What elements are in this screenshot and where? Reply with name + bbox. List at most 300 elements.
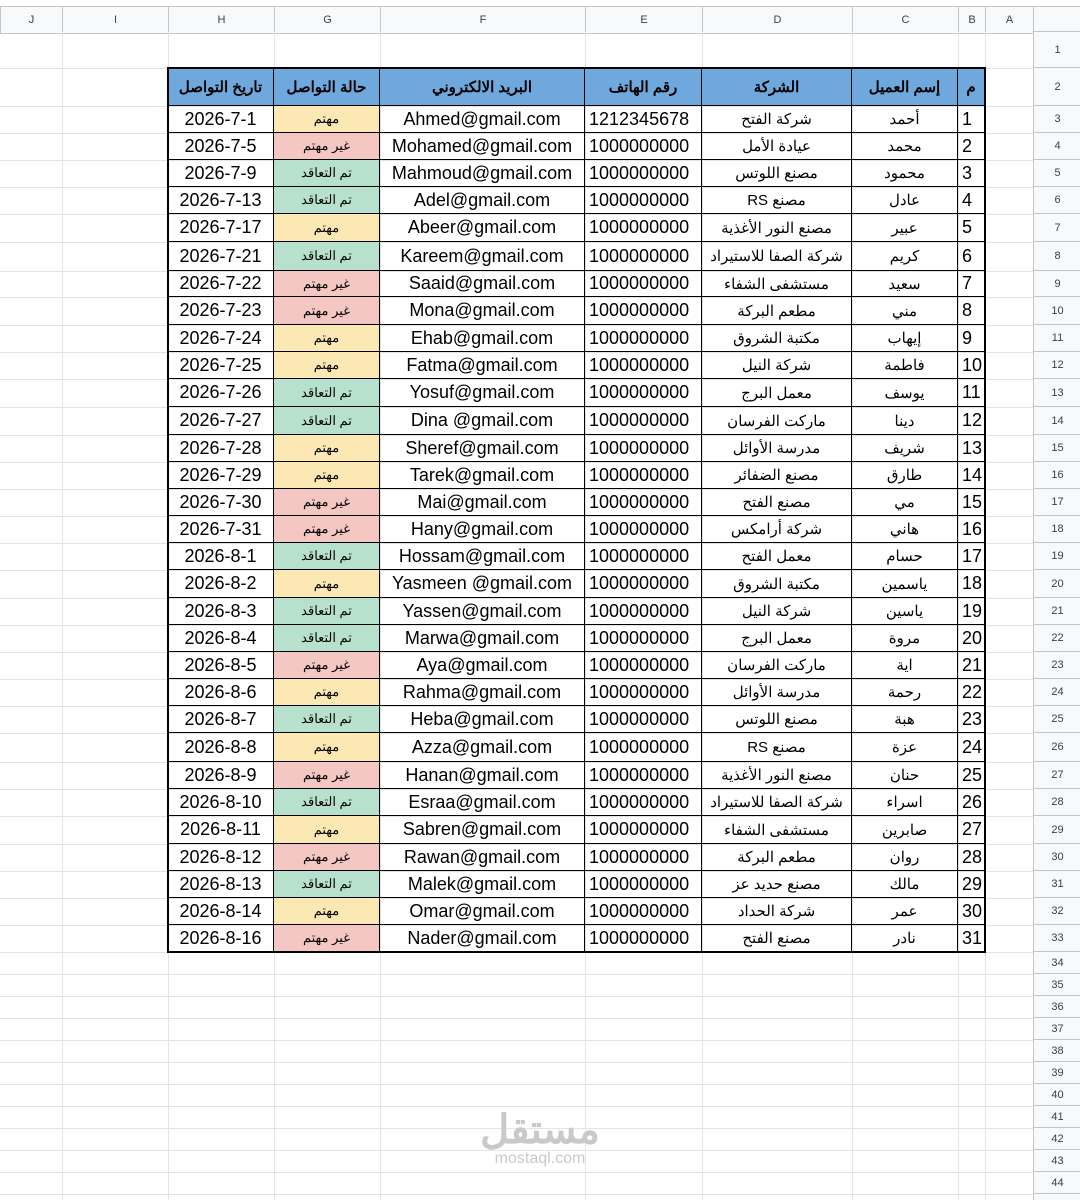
- index-cell[interactable]: [958, 706, 985, 733]
- column-header-a[interactable]: A: [985, 7, 1033, 33]
- client-name-cell[interactable]: [852, 407, 958, 435]
- company-cell[interactable]: [702, 106, 852, 133]
- phone-cell[interactable]: [585, 160, 702, 187]
- row-header[interactable]: 5: [1034, 160, 1080, 187]
- contact-date-cell[interactable]: [168, 844, 274, 871]
- index-cell[interactable]: [958, 187, 985, 214]
- header-contact-status[interactable]: [274, 68, 380, 106]
- email-cell[interactable]: [380, 625, 585, 652]
- index-cell-text: 28: [962, 846, 983, 867]
- contact-status-cell[interactable]: [274, 489, 380, 516]
- contact-date-cell[interactable]: [168, 297, 274, 325]
- phone-cell[interactable]: [585, 898, 702, 925]
- client-name-cell[interactable]: [852, 187, 958, 214]
- email-cell[interactable]: [380, 543, 585, 570]
- client-name-cell[interactable]: [852, 543, 958, 570]
- contact-status-cell[interactable]: [274, 407, 380, 435]
- index-cell[interactable]: [958, 871, 985, 898]
- row-header[interactable]: 39: [1034, 1062, 1080, 1084]
- contact-status-cell[interactable]: [274, 187, 380, 214]
- header-phone[interactable]: [585, 68, 702, 106]
- row-header[interactable]: 22: [1034, 625, 1080, 652]
- client-name-cell[interactable]: [852, 352, 958, 379]
- row-header[interactable]: 33: [1034, 925, 1080, 952]
- client-name-cell[interactable]: [852, 271, 958, 297]
- phone-cell[interactable]: [585, 106, 702, 133]
- contact-status-cell[interactable]: [274, 762, 380, 789]
- contact-date-cell[interactable]: [168, 379, 274, 407]
- client-name-cell[interactable]: [852, 733, 958, 762]
- index-cell[interactable]: [958, 844, 985, 871]
- row-header[interactable]: 26: [1034, 733, 1080, 762]
- email-cell[interactable]: [380, 570, 585, 598]
- header-email[interactable]: [380, 68, 585, 106]
- phone-cell[interactable]: [585, 625, 702, 652]
- contact-date-cell[interactable]: [168, 160, 274, 187]
- client-name-cell[interactable]: [852, 625, 958, 652]
- phone-cell[interactable]: [585, 462, 702, 489]
- index-cell-text: 13: [962, 437, 983, 458]
- company-cell[interactable]: [702, 516, 852, 543]
- client-name-cell[interactable]: [852, 489, 958, 516]
- contact-status-cell[interactable]: [274, 816, 380, 844]
- contact-status-cell[interactable]: [274, 844, 380, 871]
- email-cell[interactable]: [380, 214, 585, 242]
- row-header[interactable]: 27: [1034, 762, 1080, 789]
- row-header[interactable]: 41: [1034, 1106, 1080, 1128]
- contact-date-cell[interactable]: [168, 679, 274, 706]
- client-name-cell-text: مي: [894, 494, 915, 511]
- index-cell[interactable]: [958, 762, 985, 789]
- client-name-cell[interactable]: [852, 462, 958, 489]
- company-cell-text: مصنع حديد عز: [732, 876, 821, 893]
- email-cell[interactable]: [380, 325, 585, 352]
- email-cell[interactable]: [380, 407, 585, 435]
- client-name-cell[interactable]: [852, 133, 958, 160]
- client-name-cell[interactable]: [852, 325, 958, 352]
- phone-cell[interactable]: [585, 543, 702, 570]
- contact-date-cell[interactable]: [168, 187, 274, 214]
- row-header[interactable]: 36: [1034, 996, 1080, 1018]
- company-cell[interactable]: [702, 133, 852, 160]
- contact-status-cell[interactable]: [274, 435, 380, 462]
- email-cell[interactable]: [380, 271, 585, 297]
- row-header[interactable]: 25: [1034, 706, 1080, 733]
- row-header[interactable]: 20: [1034, 570, 1080, 598]
- phone-cell[interactable]: [585, 762, 702, 789]
- phone-cell[interactable]: [585, 789, 702, 816]
- email-cell[interactable]: [380, 133, 585, 160]
- client-name-cell[interactable]: [852, 379, 958, 407]
- client-name-cell[interactable]: [852, 598, 958, 625]
- index-cell[interactable]: [958, 652, 985, 679]
- company-cell[interactable]: [702, 789, 852, 816]
- header-index[interactable]: [958, 68, 985, 106]
- phone-cell[interactable]: [585, 352, 702, 379]
- contact-date-cell[interactable]: [168, 133, 274, 160]
- phone-cell[interactable]: [585, 844, 702, 871]
- contact-status-cell[interactable]: [274, 242, 380, 271]
- index-cell[interactable]: [958, 297, 985, 325]
- index-cell[interactable]: [958, 816, 985, 844]
- phone-cell[interactable]: [585, 325, 702, 352]
- contact-status-cell[interactable]: [274, 160, 380, 187]
- index-cell[interactable]: [958, 489, 985, 516]
- company-cell[interactable]: [702, 598, 852, 625]
- client-name-cell[interactable]: [852, 570, 958, 598]
- contact-date-cell[interactable]: [168, 214, 274, 242]
- index-cell[interactable]: [958, 379, 985, 407]
- client-name-cell[interactable]: [852, 762, 958, 789]
- row-header[interactable]: 38: [1034, 1040, 1080, 1062]
- company-cell-text: مدرسة الأوائل: [732, 440, 821, 457]
- row-header[interactable]: 6: [1034, 187, 1080, 214]
- phone-cell[interactable]: [585, 489, 702, 516]
- index-cell[interactable]: [958, 160, 985, 187]
- contact-date-cell[interactable]: [168, 625, 274, 652]
- phone-cell[interactable]: [585, 214, 702, 242]
- email-cell[interactable]: [380, 462, 585, 489]
- row-header[interactable]: 31: [1034, 871, 1080, 898]
- contact-date-cell[interactable]: [168, 789, 274, 816]
- phone-cell[interactable]: [585, 679, 702, 706]
- row-header[interactable]: 23: [1034, 652, 1080, 679]
- client-name-cell[interactable]: [852, 160, 958, 187]
- phone-cell[interactable]: [585, 570, 702, 598]
- contact-status-cell[interactable]: [274, 570, 380, 598]
- column-header-h[interactable]: H: [168, 7, 274, 33]
- contact-date-cell-text: 2026-8-9: [184, 764, 257, 785]
- phone-cell[interactable]: [585, 407, 702, 435]
- column-header-c[interactable]: C: [852, 7, 958, 33]
- email-cell[interactable]: [380, 160, 585, 187]
- contact-status-cell[interactable]: [274, 297, 380, 325]
- row-header[interactable]: 37: [1034, 1018, 1080, 1040]
- company-cell[interactable]: [702, 407, 852, 435]
- email-cell[interactable]: [380, 379, 585, 407]
- company-cell[interactable]: [702, 762, 852, 789]
- phone-cell[interactable]: [585, 297, 702, 325]
- row-header[interactable]: 21: [1034, 598, 1080, 625]
- company-cell[interactable]: [702, 242, 852, 271]
- row-header[interactable]: 42: [1034, 1128, 1080, 1150]
- row-header[interactable]: 15: [1034, 435, 1080, 462]
- phone-cell[interactable]: [585, 379, 702, 407]
- email-cell[interactable]: [380, 762, 585, 789]
- contact-date-cell[interactable]: [168, 706, 274, 733]
- email-cell[interactable]: [380, 106, 585, 133]
- email-cell[interactable]: [380, 816, 585, 844]
- index-cell[interactable]: [958, 106, 985, 133]
- company-cell[interactable]: [702, 435, 852, 462]
- header-client-name[interactable]: [852, 68, 958, 106]
- column-header-g[interactable]: G: [274, 7, 380, 33]
- email-cell[interactable]: [380, 871, 585, 898]
- contact-status-cell[interactable]: [274, 652, 380, 679]
- client-name-cell[interactable]: [852, 435, 958, 462]
- client-name-cell[interactable]: [852, 214, 958, 242]
- select-all-corner[interactable]: [1033, 6, 1080, 32]
- company-cell[interactable]: [702, 925, 852, 952]
- email-cell[interactable]: [380, 187, 585, 214]
- column-header-f[interactable]: F: [380, 7, 585, 33]
- contact-date-cell[interactable]: [168, 652, 274, 679]
- row-header[interactable]: 19: [1034, 543, 1080, 570]
- company-cell-text: مستشفى الشفاء: [724, 821, 829, 839]
- row-header[interactable]: 16: [1034, 462, 1080, 489]
- company-cell[interactable]: [702, 297, 852, 325]
- phone-cell[interactable]: [585, 435, 702, 462]
- email-cell[interactable]: [380, 925, 585, 952]
- index-cell[interactable]: [958, 925, 985, 952]
- company-cell[interactable]: [702, 679, 852, 706]
- phone-cell[interactable]: [585, 516, 702, 543]
- company-cell[interactable]: [702, 871, 852, 898]
- index-cell[interactable]: [958, 625, 985, 652]
- row-header[interactable]: 8: [1034, 242, 1080, 271]
- row-header[interactable]: 11: [1034, 325, 1080, 352]
- contact-status-cell-text: مهتم: [313, 111, 340, 126]
- index-cell[interactable]: [958, 133, 985, 160]
- contact-status-cell[interactable]: [274, 543, 380, 570]
- index-cell[interactable]: [958, 271, 985, 297]
- phone-cell[interactable]: [585, 133, 702, 160]
- contact-date-cell[interactable]: [168, 570, 274, 598]
- company-cell[interactable]: [702, 570, 852, 598]
- email-cell[interactable]: [380, 297, 585, 325]
- row-header[interactable]: 44: [1034, 1172, 1080, 1194]
- contact-status-cell[interactable]: [274, 625, 380, 652]
- phone-cell[interactable]: [585, 871, 702, 898]
- contact-date-cell[interactable]: [168, 733, 274, 762]
- contact-status-cell[interactable]: [274, 462, 380, 489]
- email-cell[interactable]: [380, 652, 585, 679]
- contact-status-cell[interactable]: [274, 898, 380, 925]
- contact-date-cell-text: 2026-8-3: [184, 600, 257, 621]
- index-cell[interactable]: [958, 570, 985, 598]
- row-header[interactable]: 40: [1034, 1084, 1080, 1106]
- header-contact-date[interactable]: [168, 68, 274, 106]
- company-cell[interactable]: [702, 816, 852, 844]
- email-cell-text: Ehab@gmail.com: [410, 327, 554, 348]
- contact-status-cell[interactable]: [274, 871, 380, 898]
- row-header[interactable]: 4: [1034, 133, 1080, 160]
- email-cell[interactable]: [380, 733, 585, 762]
- company-cell[interactable]: [702, 271, 852, 297]
- phone-cell[interactable]: [585, 706, 702, 733]
- row-header[interactable]: 1: [1034, 32, 1080, 68]
- row-header[interactable]: 10: [1034, 297, 1080, 325]
- index-cell[interactable]: [958, 898, 985, 925]
- column-header-i[interactable]: I: [62, 7, 168, 33]
- row-header[interactable]: 30: [1034, 844, 1080, 871]
- index-cell[interactable]: [958, 789, 985, 816]
- contact-status-cell-text: مهتم: [313, 575, 340, 591]
- email-cell[interactable]: [380, 242, 585, 271]
- client-name-cell[interactable]: [852, 679, 958, 706]
- email-cell-text: Marwa@gmail.com: [404, 627, 560, 648]
- contact-date-cell[interactable]: [168, 598, 274, 625]
- contact-status-cell[interactable]: [274, 214, 380, 242]
- client-name-cell[interactable]: [852, 106, 958, 133]
- email-cell[interactable]: [380, 489, 585, 516]
- phone-cell[interactable]: [585, 816, 702, 844]
- header-company[interactable]: [702, 68, 852, 106]
- company-cell[interactable]: [702, 652, 852, 679]
- client-name-cell-text: كريم: [889, 248, 920, 265]
- contact-date-cell[interactable]: [168, 271, 274, 297]
- phone-cell[interactable]: [585, 652, 702, 679]
- company-cell-text: ماركت الفرسان: [727, 412, 826, 430]
- contact-date-cell[interactable]: [168, 489, 274, 516]
- row-header[interactable]: 28: [1034, 789, 1080, 816]
- contact-date-cell[interactable]: [168, 435, 274, 462]
- company-cell[interactable]: [702, 489, 852, 516]
- contact-status-cell[interactable]: [274, 516, 380, 543]
- contact-status-cell[interactable]: [274, 789, 380, 816]
- email-cell[interactable]: [380, 844, 585, 871]
- contact-date-cell[interactable]: [168, 352, 274, 379]
- column-header-d[interactable]: D: [702, 7, 852, 33]
- email-cell[interactable]: [380, 679, 585, 706]
- row-header[interactable]: 7: [1034, 214, 1080, 242]
- company-cell[interactable]: [702, 325, 852, 352]
- contact-status-cell[interactable]: [274, 679, 380, 706]
- index-cell[interactable]: [958, 435, 985, 462]
- email-cell[interactable]: [380, 598, 585, 625]
- contact-date-cell[interactable]: [168, 871, 274, 898]
- contact-date-cell[interactable]: [168, 543, 274, 570]
- contact-date-cell[interactable]: [168, 516, 274, 543]
- row-header[interactable]: 13: [1034, 379, 1080, 407]
- email-cell[interactable]: [380, 789, 585, 816]
- index-cell[interactable]: [958, 407, 985, 435]
- email-cell[interactable]: [380, 435, 585, 462]
- contact-date-cell[interactable]: [168, 816, 274, 844]
- contact-date-cell[interactable]: [168, 462, 274, 489]
- client-name-cell[interactable]: [852, 898, 958, 925]
- contact-status-cell[interactable]: [274, 379, 380, 407]
- index-cell[interactable]: [958, 516, 985, 543]
- contact-date-cell[interactable]: [168, 925, 274, 952]
- company-cell[interactable]: [702, 352, 852, 379]
- contact-status-cell[interactable]: [274, 133, 380, 160]
- phone-cell[interactable]: [585, 598, 702, 625]
- email-cell[interactable]: [380, 898, 585, 925]
- index-cell[interactable]: [958, 214, 985, 242]
- company-cell[interactable]: [702, 625, 852, 652]
- contact-status-cell[interactable]: [274, 352, 380, 379]
- client-name-cell[interactable]: [852, 516, 958, 543]
- index-cell[interactable]: [958, 325, 985, 352]
- contact-date-cell[interactable]: [168, 898, 274, 925]
- column-header-j[interactable]: J: [0, 7, 62, 33]
- client-name-cell[interactable]: [852, 871, 958, 898]
- contact-date-cell[interactable]: [168, 242, 274, 271]
- client-name-cell[interactable]: [852, 297, 958, 325]
- contact-status-cell[interactable]: [274, 271, 380, 297]
- row-header[interactable]: 43: [1034, 1150, 1080, 1172]
- company-cell[interactable]: [702, 214, 852, 242]
- contact-date-cell[interactable]: [168, 407, 274, 435]
- client-name-cell[interactable]: [852, 925, 958, 952]
- company-cell[interactable]: [702, 379, 852, 407]
- row-header[interactable]: 14: [1034, 407, 1080, 435]
- row-header[interactable]: 35: [1034, 974, 1080, 996]
- contact-date-cell[interactable]: [168, 762, 274, 789]
- client-name-cell[interactable]: [852, 844, 958, 871]
- index-cell[interactable]: [958, 352, 985, 379]
- phone-cell[interactable]: [585, 925, 702, 952]
- row-header[interactable]: 24: [1034, 679, 1080, 706]
- client-name-cell[interactable]: [852, 242, 958, 271]
- phone-cell-text: 1212345678: [589, 108, 690, 129]
- company-cell[interactable]: [702, 844, 852, 871]
- row-header[interactable]: 18: [1034, 516, 1080, 543]
- phone-cell[interactable]: [585, 271, 702, 297]
- company-cell[interactable]: [702, 733, 852, 762]
- contact-date-cell-text: 2026-7-24: [179, 327, 262, 348]
- row-header[interactable]: 32: [1034, 898, 1080, 925]
- phone-cell-text: 1000000000: [589, 464, 690, 485]
- company-cell[interactable]: [702, 160, 852, 187]
- email-cell[interactable]: [380, 706, 585, 733]
- row-header[interactable]: 12: [1034, 352, 1080, 379]
- contact-status-cell[interactable]: [274, 106, 380, 133]
- column-header-e[interactable]: E: [585, 7, 702, 33]
- index-cell[interactable]: [958, 543, 985, 570]
- company-cell[interactable]: [702, 706, 852, 733]
- contact-status-cell[interactable]: [274, 706, 380, 733]
- phone-cell[interactable]: [585, 733, 702, 762]
- contact-date-cell-text: 2026-8-10: [179, 791, 262, 812]
- company-cell[interactable]: [702, 187, 852, 214]
- index-cell[interactable]: [958, 242, 985, 271]
- contact-date-cell[interactable]: [168, 325, 274, 352]
- contact-status-cell-text: غير مهتم: [302, 494, 351, 509]
- row-header[interactable]: 2: [1034, 68, 1080, 106]
- index-cell[interactable]: [958, 733, 985, 762]
- index-cell[interactable]: [958, 679, 985, 706]
- column-header-b[interactable]: B: [958, 7, 985, 33]
- row-header[interactable]: 3: [1034, 106, 1080, 133]
- row-header[interactable]: 34: [1034, 952, 1080, 974]
- row-header[interactable]: 9: [1034, 271, 1080, 297]
- email-cell-text: Rahma@gmail.com: [402, 681, 562, 702]
- email-cell[interactable]: [380, 352, 585, 379]
- company-cell[interactable]: [702, 898, 852, 925]
- phone-cell[interactable]: [585, 187, 702, 214]
- index-cell[interactable]: [958, 462, 985, 489]
- client-name-cell[interactable]: [852, 789, 958, 816]
- contact-status-cell[interactable]: [274, 925, 380, 952]
- phone-cell[interactable]: [585, 242, 702, 271]
- row-header[interactable]: 29: [1034, 816, 1080, 844]
- client-name-cell[interactable]: [852, 816, 958, 844]
- contact-date-cell[interactable]: [168, 106, 274, 133]
- index-cell[interactable]: [958, 598, 985, 625]
- contact-status-cell-text: غير مهتم: [302, 138, 351, 153]
- contact-status-cell[interactable]: [274, 325, 380, 352]
- client-name-cell[interactable]: [852, 706, 958, 733]
- row-header[interactable]: 17: [1034, 489, 1080, 516]
- email-cell[interactable]: [380, 516, 585, 543]
- company-cell[interactable]: [702, 462, 852, 489]
- contact-status-cell[interactable]: [274, 733, 380, 762]
- contact-status-cell[interactable]: [274, 598, 380, 625]
- company-cell[interactable]: [702, 543, 852, 570]
- client-name-cell[interactable]: [852, 652, 958, 679]
